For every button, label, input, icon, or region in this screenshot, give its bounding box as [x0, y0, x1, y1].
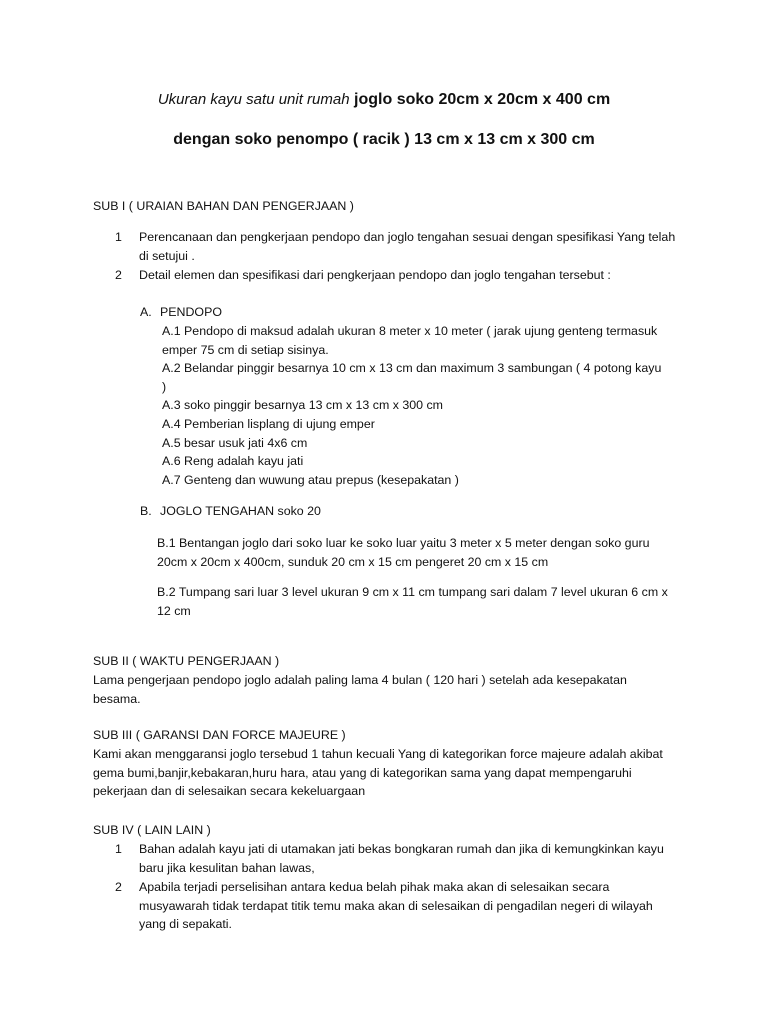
section-a-item: A.5 besar usuk jati 4x6 cm: [162, 435, 308, 450]
title-bold: joglo soko 20cm x 20cm x 400 cm: [354, 91, 611, 108]
section-b-label: B.: [140, 504, 152, 518]
sub4-item-2-number: 2: [115, 880, 122, 894]
document-title-line2: dengan soko penompo ( racik ) 13 cm x 13 cm x 300 cm: [173, 131, 595, 148]
section-a-item: A.3 soko pinggir besarnya 13 cm x 13 cm x 300 cm: [162, 398, 443, 413]
sub1-item-2-number: 2: [115, 268, 122, 282]
sub2-heading: SUB II ( WAKTU PENGERJAAN ): [93, 654, 280, 668]
section-a-items: [162, 322, 662, 489]
section-b2-text: B.2 Tumpang sari luar 3 level ukuran 9 cm x 11 cm tumpang sari dalam 7 level ukuran 6 cm x 12 cm: [157, 585, 668, 618]
sub1-item-1-text: Perencanaan dan pengkerjaan pendopo dan joglo tengahan sesuai dengan spesifikasi Yang telah di setujui .: [139, 230, 676, 263]
sub1-item-1-number: 1: [115, 230, 122, 244]
section-a-title: PENDOPO: [160, 305, 222, 319]
sub4-heading: SUB IV ( LAIN LAIN ): [93, 823, 211, 837]
section-a-item: A.1 Pendopo di maksud adalah ukuran 8 meter x 10 meter ( jarak ujung genteng termasuk emper 75 cm di setiap sisinya.: [162, 324, 658, 357]
sub1-item-2-text: Detail elemen dan spesifikasi dari pengkerjaan pendopo dan joglo tengahan tersebut :: [139, 268, 611, 282]
section-a-item: A.4 Pemberian lisplang di ujung emper: [162, 416, 375, 431]
sub1-heading: SUB I ( URAIAN BAHAN DAN PENGERJAAN ): [93, 199, 354, 213]
section-b1-text: B.1 Bentangan joglo dari soko luar ke soko luar yaitu 3 meter x 5 meter dengan soko guru 20cm x 20cm x 400cm, sunduk 20 cm x 15 cm pengeret 20 cm x 15 cm: [157, 536, 650, 569]
sub3-heading: SUB III ( GARANSI DAN FORCE MAJEURE ): [93, 728, 346, 742]
sub2-text: Lama pengerjaan pendopo joglo adalah paling lama 4 bulan ( 120 hari ) setelah ada kesepakatan besama.: [93, 673, 627, 706]
section-a-item: A.6 Reng adalah kayu jati: [162, 454, 304, 469]
section-b-title: JOGLO TENGAHAN soko 20: [160, 504, 321, 518]
section-a-item: A.7 Genteng dan wuwung atau prepus (kesepakatan ): [162, 472, 459, 487]
section-a-item: A.2 Belandar pinggir besarnya 10 cm x 13 cm dan maximum 3 sambungan ( 4 potong kayu ): [162, 361, 662, 394]
sub4-item-1-number: 1: [115, 842, 122, 856]
title-italic: Ukuran kayu satu unit rumah: [157, 91, 350, 108]
sub4-item-2-text: Apabila terjadi perselisihan antara kedua belah pihak maka akan di selesaikan secara musyawarah tidak terdapat titik temu maka akan di selesaikan di pengadilan negeri di wilayah yang di sepakati.: [139, 880, 653, 932]
sub3-text: Kami akan menggaransi joglo tersebud 1 tahun kecuali Yang di kategorikan force majeure adalah akibat gema bumi,banjir,kebakaran,huru hara, atau yang di kategorikan sama yang dapat mempengaruhi pekerjaan dan di selesaikan secara kekeluargaan: [93, 747, 663, 799]
document-title-line1: [0, 89, 768, 111]
sub4-item-1-text: Bahan adalah kayu jati di utamakan jati bekas bongkaran rumah dan jika di kemungkinkan kayu baru jika kesulitan bahan lawas,: [139, 842, 664, 875]
section-a-label: A.: [140, 305, 152, 319]
